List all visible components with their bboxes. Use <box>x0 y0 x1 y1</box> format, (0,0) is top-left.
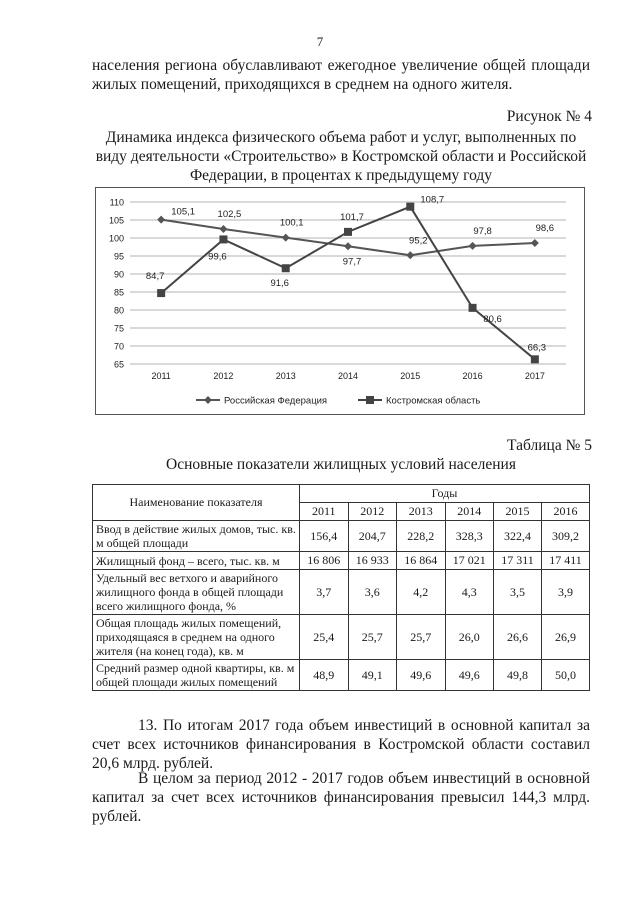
years-header: Годы <box>300 485 590 503</box>
y-tick-label: 85 <box>113 287 124 298</box>
year-header: 2013 <box>397 503 446 521</box>
data-point <box>344 242 352 250</box>
data-label: 95,2 <box>409 235 428 247</box>
data-label: 101,7 <box>340 211 364 223</box>
cell: 49,6 <box>445 660 494 691</box>
data-label: 66,3 <box>527 342 547 354</box>
data-point <box>406 251 414 259</box>
y-tick-label: 90 <box>113 269 124 280</box>
data-point <box>344 228 352 236</box>
name-column-header: Наименование показателя <box>93 485 300 521</box>
cell: 3,9 <box>541 570 589 615</box>
data-label: 100,1 <box>279 217 304 229</box>
cell: 49,8 <box>494 660 542 691</box>
table-row <box>93 660 590 691</box>
y-tick-label: 70 <box>113 341 124 352</box>
x-tick-label: 2011 <box>151 371 171 381</box>
paragraph-13: 13. По итогам 2017 года объем инвестиций в основной капитал за счет всех источников финансирования в Костромской области составил 20,6 млрд. рублей. <box>92 717 590 772</box>
table-row <box>93 615 590 660</box>
intro-paragraph: населения региона обуславливают ежегодное увеличение общей площади жилых помещений, приходящихся в среднем на одного жителя. <box>92 57 590 93</box>
data-label: 97,7 <box>342 256 362 268</box>
y-tick-label: 95 <box>113 251 124 262</box>
data-point <box>282 234 290 242</box>
cell: 25,7 <box>348 615 397 660</box>
housing-table <box>92 484 590 691</box>
legend-marker-kostroma <box>366 396 374 404</box>
cell: 3,5 <box>494 570 542 615</box>
y-tick-label: 105 <box>108 215 124 226</box>
row-name: Жилищный фонд – всего, тыс. кв. м <box>93 552 300 570</box>
x-tick-label: 2012 <box>213 371 234 381</box>
cell: 4,2 <box>397 570 446 615</box>
data-point <box>157 289 165 297</box>
cell: 25,4 <box>300 615 349 660</box>
table-row <box>93 552 590 570</box>
cell: 309,2 <box>541 521 589 552</box>
data-label: 97,8 <box>473 225 492 237</box>
cell: 328,3 <box>445 521 494 552</box>
y-tick-label: 75 <box>113 323 124 334</box>
cell: 228,2 <box>397 521 446 552</box>
cell: 3,6 <box>348 570 397 615</box>
data-label: 98,6 <box>535 223 555 235</box>
data-point <box>531 355 539 363</box>
x-tick-label: 2013 <box>275 371 296 381</box>
legend-label-kostroma: Костромская область <box>386 395 481 407</box>
data-label: 91,6 <box>270 278 289 290</box>
data-point <box>219 235 227 243</box>
cell: 3,7 <box>300 570 349 615</box>
cell: 26,0 <box>445 615 494 660</box>
data-point <box>469 242 477 250</box>
row-name: Удельный вес ветхого и аварийного жилищного фонда в общей площади всего жилищного фонда, % <box>93 570 300 615</box>
cell: 49,6 <box>397 660 446 691</box>
year-header: 2012 <box>348 503 397 521</box>
year-header: 2016 <box>541 503 589 521</box>
data-point <box>157 216 165 224</box>
paragraph-total: В целом за период 2012 - 2017 годов объем инвестиций в основной капитал за счет всех источников финансирования превысил 144,3 млрд. рублей. <box>92 770 590 825</box>
cell: 322,4 <box>494 521 542 552</box>
line-chart <box>95 187 585 415</box>
data-point <box>282 264 290 272</box>
table-row <box>93 521 590 552</box>
x-tick-label: 2015 <box>400 371 421 381</box>
y-tick-label: 65 <box>113 359 124 370</box>
data-label: 80,6 <box>483 313 502 325</box>
data-point <box>406 203 414 211</box>
cell: 17 411 <box>541 552 589 570</box>
x-tick-label: 2017 <box>524 371 545 381</box>
y-tick-label: 110 <box>109 197 124 208</box>
cell: 4,3 <box>445 570 494 615</box>
row-name: Общая площадь жилых помещений, приходящаяся в среднем на одного жителя (на конец года), кв. м <box>93 615 300 660</box>
table-label: Таблица № 5 <box>507 437 592 454</box>
data-point <box>531 239 539 247</box>
table-row <box>93 570 590 615</box>
figure-title: Динамика индекса физического объема работ и услуг, выполненных по виду деятельности «Строительство» в Костромской области и Российской Федерации, в процентах к предыдущему году <box>95 129 587 184</box>
row-name: Средний размер одной квартиры, кв. м общей площади жилых помещений <box>93 660 300 691</box>
cell: 204,7 <box>348 521 397 552</box>
data-label: 84,7 <box>145 271 165 283</box>
cell: 26,6 <box>494 615 542 660</box>
cell: 48,9 <box>300 660 349 691</box>
cell: 50,0 <box>541 660 589 691</box>
row-name: Ввод в действие жилых домов, тыс. кв. м общей площади <box>93 521 300 552</box>
cell: 156,4 <box>300 521 349 552</box>
x-tick-label: 2016 <box>462 371 483 381</box>
chart-canvas <box>96 188 584 414</box>
data-label: 99,6 <box>208 251 227 263</box>
cell: 49,1 <box>348 660 397 691</box>
x-tick-label: 2014 <box>337 371 359 381</box>
legend-label-russia: Российская Федерация <box>224 395 328 407</box>
page-number: 7 <box>316 34 324 49</box>
data-point <box>469 304 477 312</box>
cell: 17 021 <box>445 552 494 570</box>
table-title: Основные показатели жилищных условий населения <box>166 456 516 473</box>
legend-marker-russia <box>204 396 212 404</box>
data-label: 108,7 <box>420 194 445 206</box>
data-label: 102,5 <box>217 209 242 220</box>
data-point <box>219 225 227 233</box>
y-tick-label: 80 <box>113 305 124 316</box>
cell: 17 311 <box>494 552 542 570</box>
data-label: 105,1 <box>171 206 196 218</box>
year-header: 2015 <box>494 503 542 521</box>
cell: 25,7 <box>397 615 446 660</box>
cell: 16 933 <box>348 552 397 570</box>
cell: 16 806 <box>300 552 349 570</box>
year-header: 2014 <box>445 503 494 521</box>
cell: 26,9 <box>541 615 589 660</box>
year-header: 2011 <box>300 503 349 521</box>
figure-label: Рисунок № 4 <box>506 108 592 125</box>
cell: 16 864 <box>397 552 446 570</box>
y-tick-label: 100 <box>108 233 124 244</box>
